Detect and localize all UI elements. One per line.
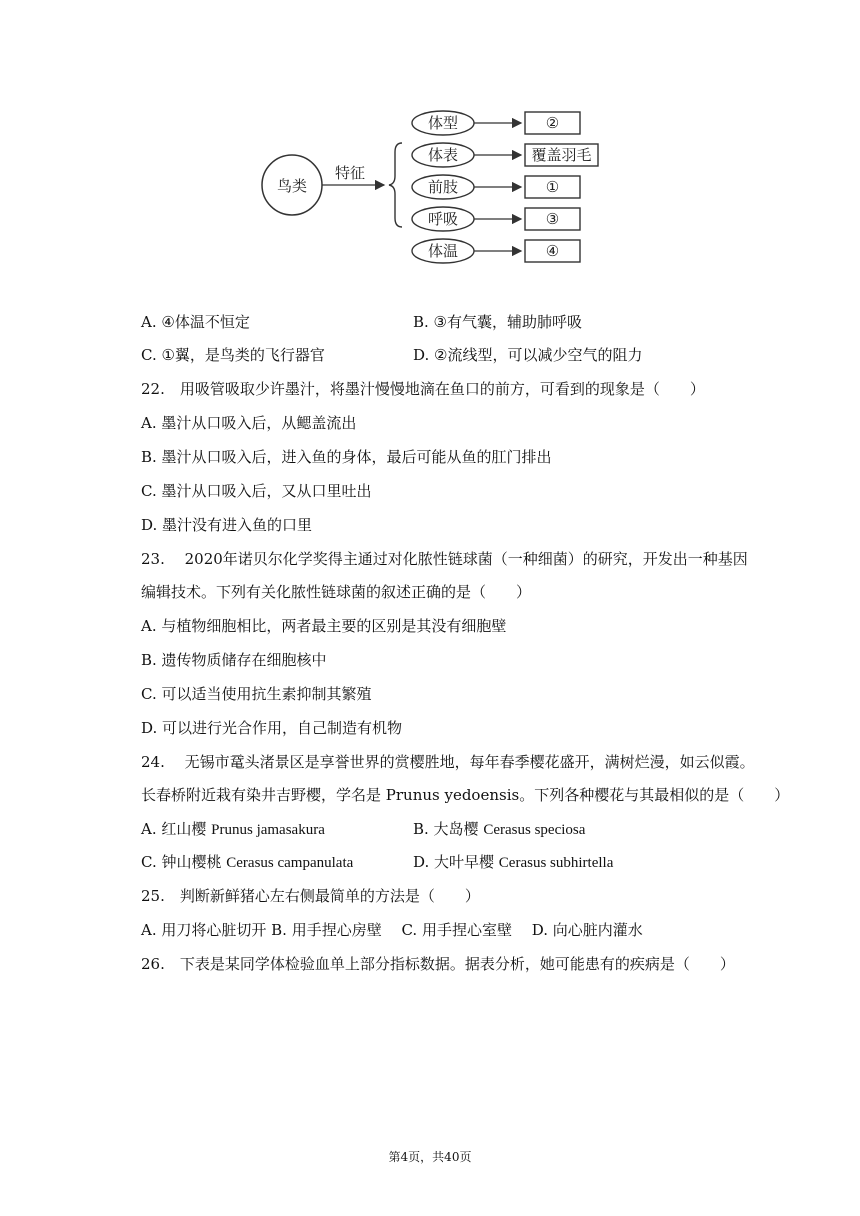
q25-stem: 25. 判断新鲜猪心左右侧最简单的方法是（ ）: [141, 887, 480, 905]
bird-features-diagram: [0, 0, 860, 290]
q23-option-b: B. 遗传物质储存在细胞核中: [141, 651, 327, 669]
feature-label: 特征: [334, 164, 366, 182]
q23-stem-line2: 编辑技术。下列有关化脓性链球菌的叙述正确的是（ ）: [141, 583, 532, 601]
q23-option-d: D. 可以进行光合作用，自己制造有机物: [141, 719, 403, 737]
bird-label: 鸟类: [276, 177, 308, 195]
q24-option-c: [141, 852, 353, 873]
q24-option-d-label: D. 大叶早樱: [413, 853, 499, 871]
q22-option-b: B. 墨汁从口吸入后，进入鱼的身体，最后可能从鱼的肛门排出: [141, 448, 552, 466]
q21-option-d: D. ②流线型，可以减少空气的阻力: [413, 346, 643, 364]
trait-name: 体温: [427, 242, 459, 260]
q24-option-b-latin: Cerasus speciosa: [483, 822, 586, 838]
page-footer: 第4页，共40页: [388, 1150, 472, 1164]
q22-option-d: D. 墨汁没有进入鱼的口里: [141, 516, 313, 534]
q24-option-a-label: A. 红山樱: [141, 820, 212, 838]
trait-value: ③: [545, 210, 560, 228]
q24-option-b: [413, 819, 585, 840]
q21-option-a: A. ④体温不恒定: [141, 313, 250, 331]
feature-brace: [389, 143, 402, 227]
q24-option-a-latin: Prunus jamasakura: [211, 822, 325, 838]
q24-option-a: [141, 819, 325, 840]
q26-stem: 26. 下表是某同学体检验血单上部分指标数据。据表分析，她可能患有的疾病是（ ）: [141, 955, 735, 973]
q24-option-c-latin: Cerasus campanulata: [226, 855, 354, 871]
q22-option-a: A. 墨汁从口吸入后，从鳃盖流出: [141, 414, 357, 432]
q24-option-c-label: C. 钟山樱桃: [141, 853, 227, 871]
trait-name: 呼吸: [427, 210, 459, 228]
q23-stem-line1: 23. 2020年诺贝尔化学奖得主通过对化脓性链球菌（一种细菌）的研究，开发出一种基因: [141, 550, 748, 568]
q24-option-d: [413, 852, 613, 873]
trait-name: 体型: [427, 114, 459, 132]
trait-name: 前肢: [427, 178, 459, 196]
trait-value: 覆盖羽毛: [531, 146, 592, 164]
trait-value: ④: [545, 242, 560, 260]
q21-option-c: C. ①翼，是鸟类的飞行器官: [141, 346, 325, 364]
trait-value: ①: [545, 178, 560, 196]
trait-name: 体表: [427, 146, 459, 164]
trait-value: ②: [545, 114, 560, 132]
q24-stem-line1: 24. 无锡市鼋头渚景区是享誉世界的赏樱胜地，每年春季樱花盛开，满树烂漫，如云似霞。: [141, 753, 755, 771]
q22-option-c: C. 墨汁从口吸入后，又从口里吐出: [141, 482, 372, 500]
q21-option-b: B. ③有气囊，辅助肺呼吸: [413, 313, 583, 331]
q22-stem: 22. 用吸管吸取少许墨汁，将墨汁慢慢地滴在鱼口的前方，可看到的现象是（ ）: [141, 380, 705, 398]
q25-options: A. 用刀将心脏切开 B. 用手捏心房壁 C. 用手捏心室壁 D. 向心脏内灌水: [141, 921, 643, 939]
q24-option-d-latin: Cerasus subhirtella: [498, 855, 614, 871]
q23-option-a: A. 与植物细胞相比，两者最主要的区别是其没有细胞壁: [141, 617, 507, 635]
q24-option-b-label: B. 大岛樱: [413, 820, 484, 838]
q23-option-c: C. 可以适当使用抗生素抑制其繁殖: [141, 685, 372, 703]
q24-stem-line2: 长春桥附近栽有染井吉野樱，学名是 Prunus yedoensis。下列各种樱花与其最相似的是（ ）: [141, 786, 790, 804]
